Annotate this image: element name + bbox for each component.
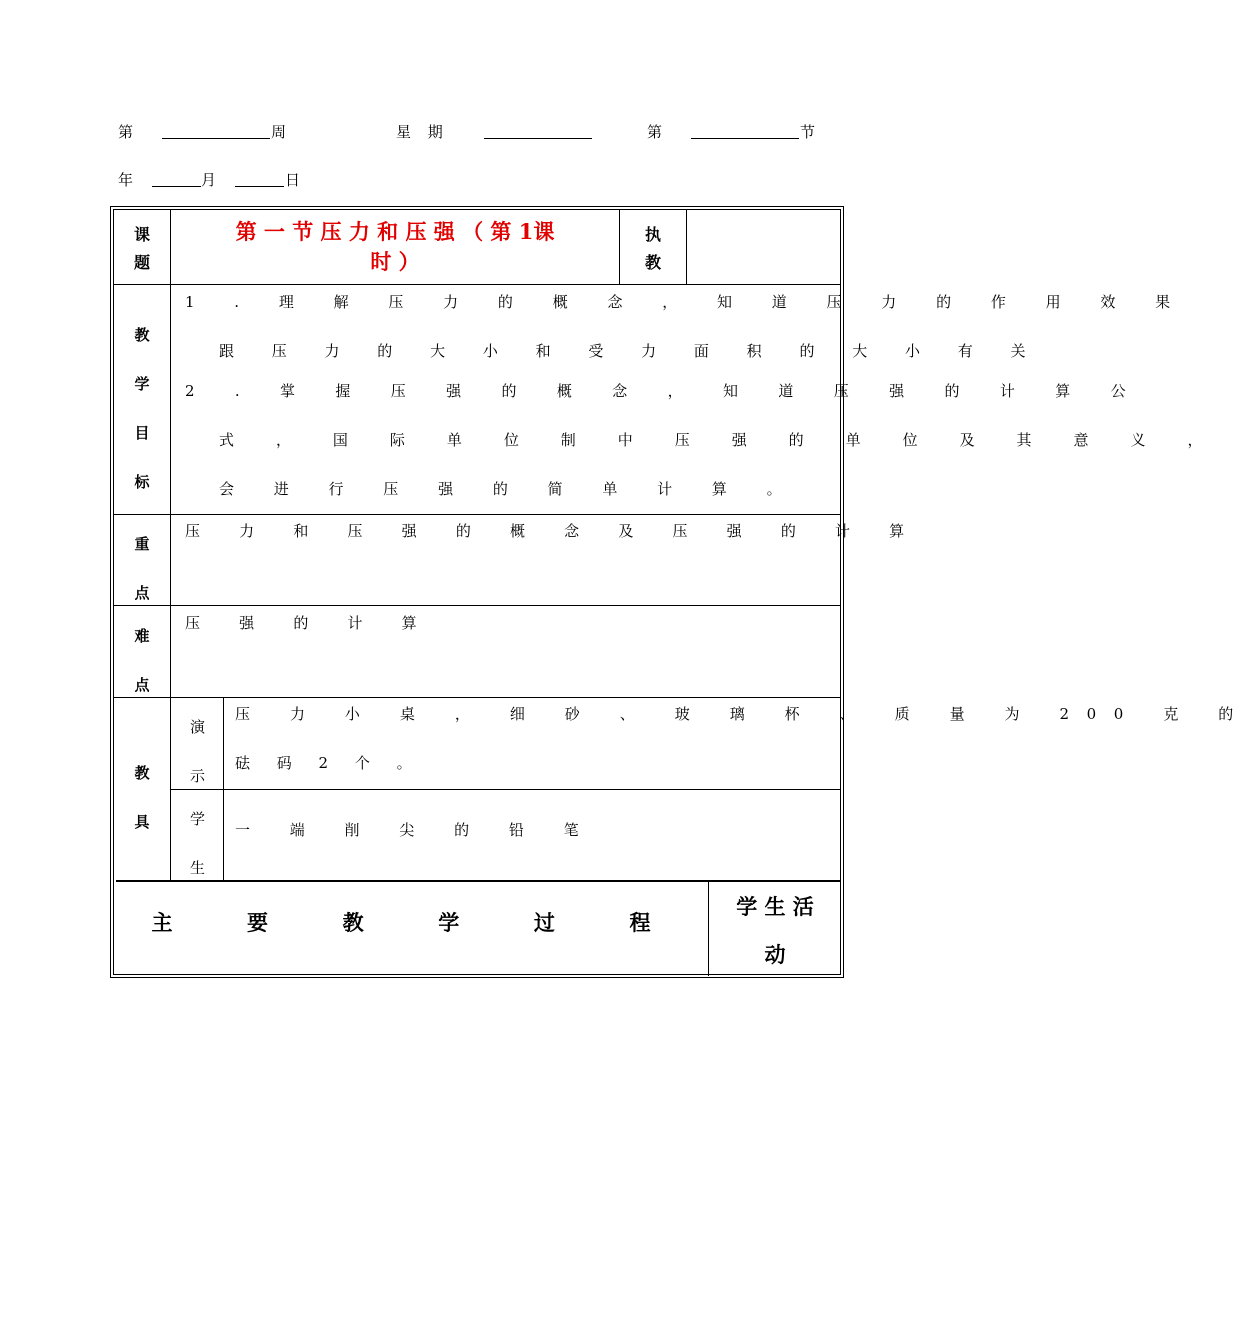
goal-1-line-1: 1 . 理 解 压 力 的 概 念 ， 知 道 压 力 的 作 用 效 果 <box>185 293 1188 311</box>
goals-label: 教 学 目 标 <box>134 326 150 491</box>
goal-2-line-1: 2 . 掌 握 压 强 的 概 念 ， 知 道 压 强 的 计 算 公 <box>185 382 1144 400</box>
student-activity-title <box>709 883 841 979</box>
rule-demo-bottom <box>171 789 840 790</box>
student-text: 一 端 削 尖 的 铅 笔 <box>235 821 597 839</box>
header-zhou: 周 <box>271 123 287 141</box>
lesson-title-line-2: 时 ） <box>370 249 420 274</box>
rule-label-column <box>170 210 171 881</box>
goal-2-line-3: 会 进 行 压 强 的 简 单 计 算 。 <box>219 480 800 498</box>
rule-tools-bottom <box>116 880 840 882</box>
teacher-value[interactable] <box>688 211 841 283</box>
lesson-title <box>172 217 618 277</box>
month-blank[interactable] <box>152 186 201 187</box>
activity-line-1: 学 生 活 <box>736 894 814 919</box>
period-blank[interactable] <box>691 138 799 139</box>
demo-line-2: 砝 码 2 个 。 <box>235 754 423 772</box>
activity-line-2: 动 <box>764 942 786 967</box>
weekday-blank[interactable] <box>484 138 592 139</box>
rule-key-bottom <box>114 605 840 606</box>
header-di2: 第 <box>647 123 663 141</box>
key-label: 重 点 <box>134 535 150 602</box>
header-jie: 节 <box>800 123 816 141</box>
rule-goals-bottom <box>114 514 840 515</box>
difficulty-text: 压 强 的 计 算 <box>185 614 434 632</box>
tools-label: 教 具 <box>134 764 150 831</box>
rule-topic-bottom <box>114 284 840 285</box>
goal-2-line-2: 式 ， 国 际 单 位 制 中 压 强 的 单 位 及 其 意 义 ， <box>219 431 1222 449</box>
header-line-1 <box>0 0 950 200</box>
key-text: 压 力 和 压 强 的 概 念 及 压 强 的 计 算 <box>185 522 922 540</box>
teacher-label: 执 教 <box>644 225 661 272</box>
goal-1-line-2: 跟 压 力 的 大 小 和 受 力 面 积 的 大 小 有 关 <box>219 342 1043 360</box>
process-title: 主 要 教 学 过 程 <box>151 910 671 935</box>
header-xingqi: 星 期 <box>396 123 449 141</box>
lesson-title-line-1: 第 一 节 压 力 和 压 强 （ 第 1课 <box>235 219 555 244</box>
week-blank[interactable] <box>162 138 270 139</box>
header-ri: 日 <box>285 171 301 189</box>
day-blank[interactable] <box>235 186 284 187</box>
header-nian: 年 <box>118 171 134 189</box>
rule-teacher-right <box>686 210 687 285</box>
topic-label: 课 题 <box>133 225 150 272</box>
lesson-plan-table <box>110 206 1251 978</box>
demo-label: 演 示 <box>189 718 205 785</box>
difficulty-label: 难 点 <box>134 627 150 694</box>
header-di: 第 <box>118 123 134 141</box>
demo-line-1: 压 力 小 桌 ， 细 砂 、 玻 璃 杯 、 质 量 为 200 克 的 <box>235 705 1251 723</box>
student-label: 学 生 <box>189 810 205 877</box>
header-yue: 月 <box>201 171 217 189</box>
rule-tools-sub <box>223 698 224 881</box>
